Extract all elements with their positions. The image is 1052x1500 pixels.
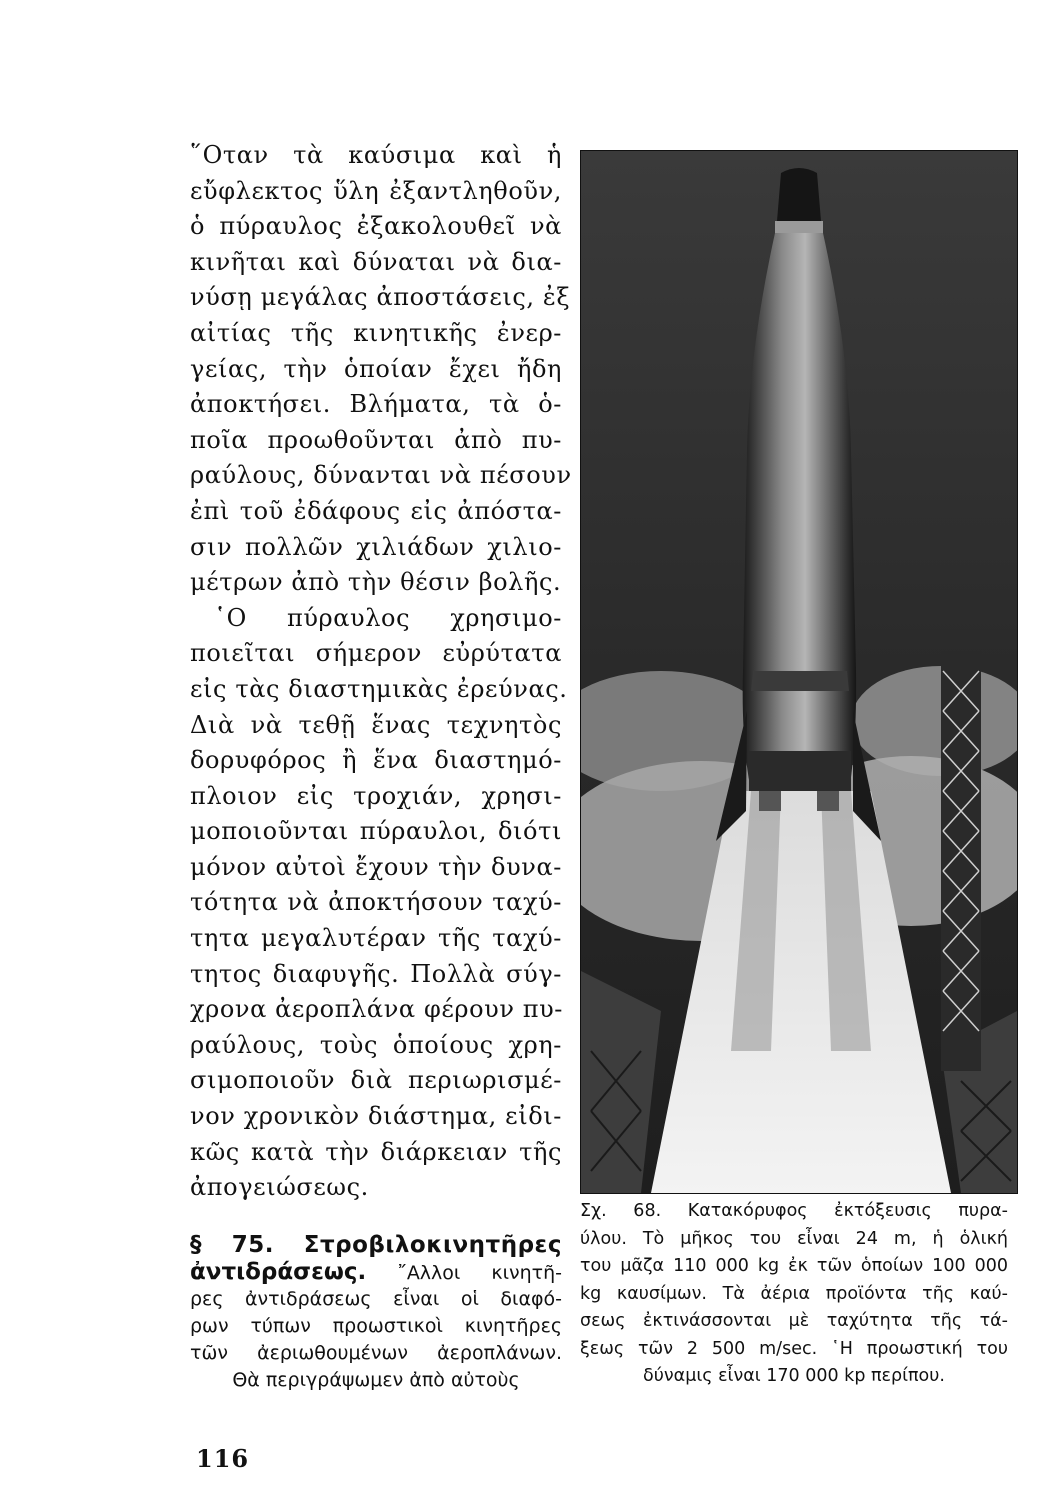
caption-line: του μᾶζα 110 000 kg ἐκ τῶν ὁποίων 100 000 — [580, 1256, 1008, 1276]
text-line: ἀπογειώσεως. — [190, 1173, 369, 1202]
text-line: σιμοποιοῦν διὰ περιωρισμέ- — [190, 1066, 562, 1095]
text-line: Διὰ νὰ τεθῇ ἕνας τεχνητὸς — [190, 710, 562, 739]
text-line: αἰτίας τῆς κινητικῆς ἐνερ- — [190, 318, 562, 347]
text-line: κινῆται καὶ δύναται νὰ δια- — [190, 247, 562, 276]
section-heading-cont: ἀντιδράσεως. — [190, 1259, 367, 1285]
text-line: γείας, τὴν ὁποίαν ἔχει ἤδη — [190, 354, 562, 383]
text-line: ποιεῖται σήμερον εὐρύτατα — [190, 639, 562, 668]
body-text — [190, 138, 572, 1206]
caption-line: kg καυσίμων. Τὰ ἀέρια προϊόντα τῆς καύ- — [580, 1283, 1008, 1304]
text-line: ποῖα προωθοῦνται ἀπὸ πυ- — [190, 425, 562, 454]
text-line: μόνον αὐτοὶ ἔχουν τὴν δυνα- — [190, 852, 562, 881]
section-line-rest: ῎Αλλοι κινητῆ- — [397, 1262, 563, 1284]
figure-caption — [580, 1198, 1008, 1391]
page-number: 116 — [196, 1444, 250, 1473]
section-line: τῶν ἀεριωθουμένων ἀεροπλάνων. — [190, 1342, 562, 1364]
text-line: ἀποκτήσει. Βλήματα, τὰ ὁ- — [190, 390, 562, 419]
section-line — [190, 1259, 562, 1286]
text-line: τητος διαφυγῆς. Πολλὰ σύγ- — [190, 959, 562, 988]
caption-line: ξεως τῶν 2 500 m/sec. ῾Η προωστική του — [580, 1338, 1008, 1359]
rocket-launch-photo — [580, 150, 1018, 1194]
section-heading-line — [190, 1232, 562, 1259]
caption-line: δύναμις εἶναι 170 000 kp περίπου. — [643, 1366, 945, 1386]
text-line: νον χρονικὸν διάστημα, εἰδι- — [190, 1102, 562, 1131]
text-line: μέτρων ἀπὸ τὴν θέσιν βολῆς. — [190, 568, 562, 597]
text-line: τότητα νὰ ἀποκτήσουν ταχύ- — [190, 888, 562, 917]
caption-line: Σχ. 68. Κατακόρυφος ἐκτόξευσις πυρα- — [580, 1201, 1008, 1221]
text-line: τητα μεγαλυτέραν τῆς ταχύ- — [190, 924, 562, 953]
text-line: εἰς τὰς διαστημικὰς ἐρεύνας. — [190, 674, 568, 703]
text-line: ῞Οταν τὰ καύσιμα καὶ ἡ — [190, 141, 562, 169]
caption-line: σεως ἐκτινάσσονται μὲ ταχύτητα τῆς τά- — [580, 1311, 1008, 1331]
section-heading: § 75. Στροβιλοκινητῆρες — [190, 1232, 562, 1258]
section-line: ρων τύπων προωστικοὶ κινητῆρες — [190, 1315, 562, 1337]
text-line: χρονα ἀεροπλάνα φέρουν πυ- — [190, 995, 564, 1024]
text-line: σιν πολλῶν χιλιάδων χιλιο- — [190, 532, 562, 561]
text-line: πλοιον εἰς τροχιάν, χρησι- — [190, 781, 562, 810]
text-line: εὔφλεκτος ὕλη ἐξαντληθοῦν, — [190, 176, 562, 205]
text-line: ὁ πύραυλος ἐξακολουθεῖ νὰ — [190, 212, 562, 241]
text-line: ραύλους, τοὺς ὁποίους χρη- — [190, 1030, 562, 1059]
text-line: ἐπὶ τοῦ ἐδάφους εἰς ἀπόστα- — [190, 496, 562, 525]
caption-line: ύλου. Τὸ μῆκος του εἶναι 24 m, ἡ ὁλική — [580, 1228, 1008, 1249]
rocket-photo-illustration — [581, 151, 1017, 1193]
text-line: μοποιοῦνται πύραυλοι, διότι — [190, 817, 562, 846]
text-line: δορυφόρος ἢ ἕνα διαστημό- — [190, 746, 562, 775]
text-line: ραύλους, δύνανται νὰ πέσουν — [190, 461, 572, 490]
text-line: κῶς κατὰ τὴν διάρκειαν τῆς — [190, 1137, 562, 1166]
section-75 — [190, 1232, 562, 1394]
section-line: ρες ἀντιδράσεως εἶναι οἱ διαφό- — [190, 1288, 562, 1310]
text-line: νύσῃ μεγάλας ἀποστάσεις, ἐξ — [190, 283, 571, 312]
text-line: ῾Ο πύραυλος χρησιμο- — [214, 603, 562, 632]
section-line: Θὰ περιγράψωμεν ἀπὸ αὐτοὺς — [232, 1369, 520, 1391]
